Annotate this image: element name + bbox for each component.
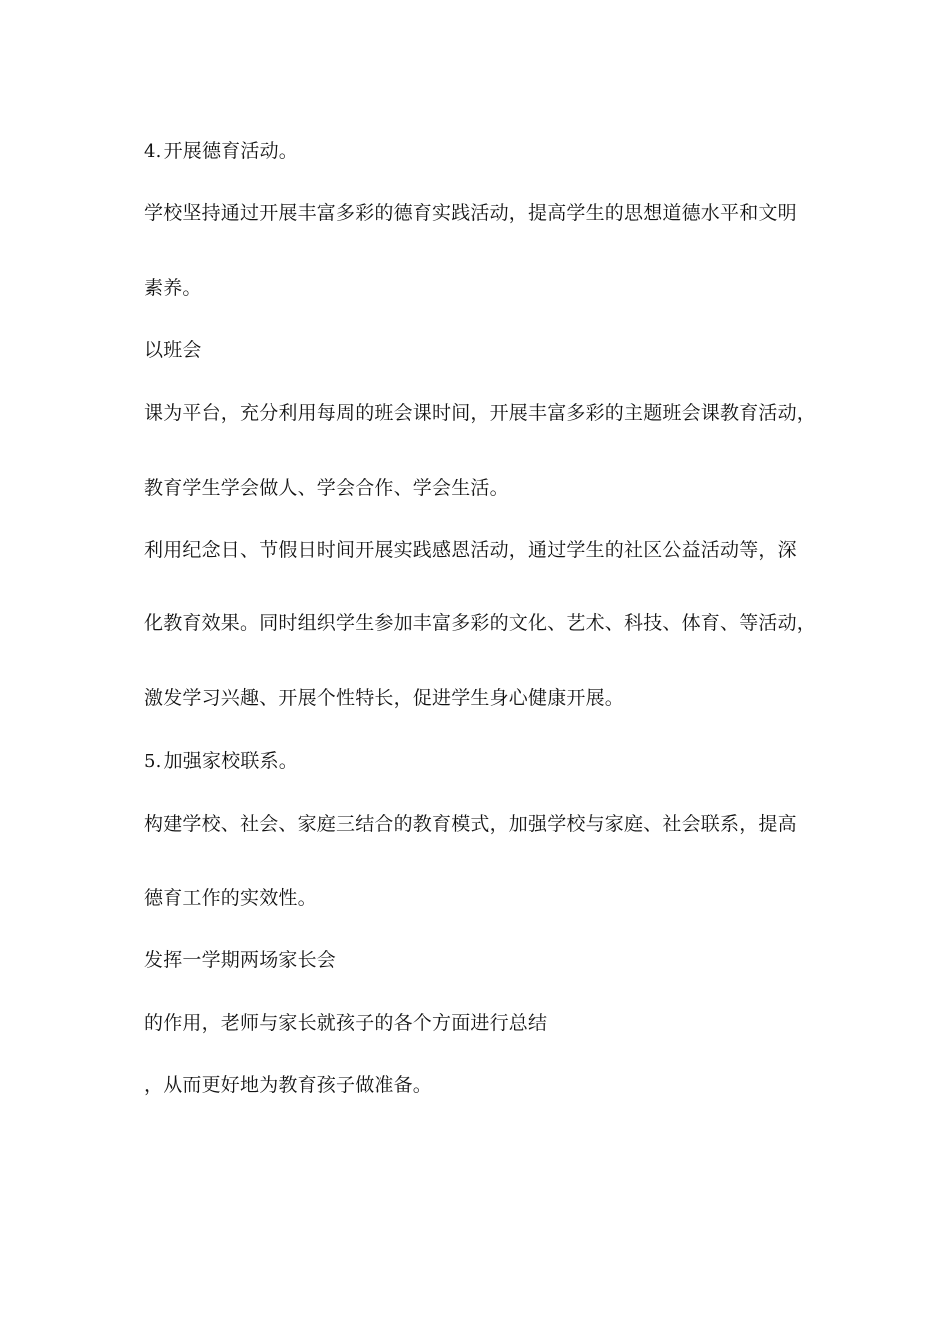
paragraph-line: 素养。 <box>144 277 202 299</box>
paragraph-line: 学校坚持通过开展丰富多彩的德育实践活动，提高学生的思想道德水平和文明 <box>144 202 797 224</box>
paragraph-line: 德育工作的实效性。 <box>144 887 317 909</box>
paragraph-line: ，从而更好地为教育孩子做准备。 <box>144 1074 433 1096</box>
section-number: 5. <box>144 751 162 772</box>
paragraph-line: 构建学校、社会、家庭三结合的教育模式，加强学校与家庭、社会联系，提高 <box>144 813 797 835</box>
section-heading-5 <box>144 749 298 774</box>
paragraph-line: 发挥一学期两场家长会 <box>144 949 337 971</box>
paragraph-line: 以班会 <box>144 339 202 361</box>
paragraph-line: 化教育效果。同时组织学生参加丰富多彩的文化、艺术、科技、体育、等活动， <box>144 612 817 634</box>
section-title: 开展德育活动。 <box>163 140 298 162</box>
paragraph-line: 的作用，老师与家长就孩子的各个方面进行总结 <box>144 1012 548 1034</box>
paragraph-line: 激发学习兴趣、开展个性特长，促进学生身心健康开展。 <box>144 687 625 709</box>
paragraph-line: 利用纪念日、节假日时间开展实践感恩活动，通过学生的社区公益活动等，深 <box>144 539 797 561</box>
paragraph-line: 教育学生学会做人、学会合作、学会生活。 <box>144 477 509 499</box>
paragraph-line: 课为平台，充分利用每周的班会课时间，开展丰富多彩的主题班会课教育活动， <box>144 402 817 424</box>
section-title: 加强家校联系。 <box>163 750 298 772</box>
section-number: 4. <box>144 141 162 162</box>
section-heading-4 <box>144 139 298 164</box>
